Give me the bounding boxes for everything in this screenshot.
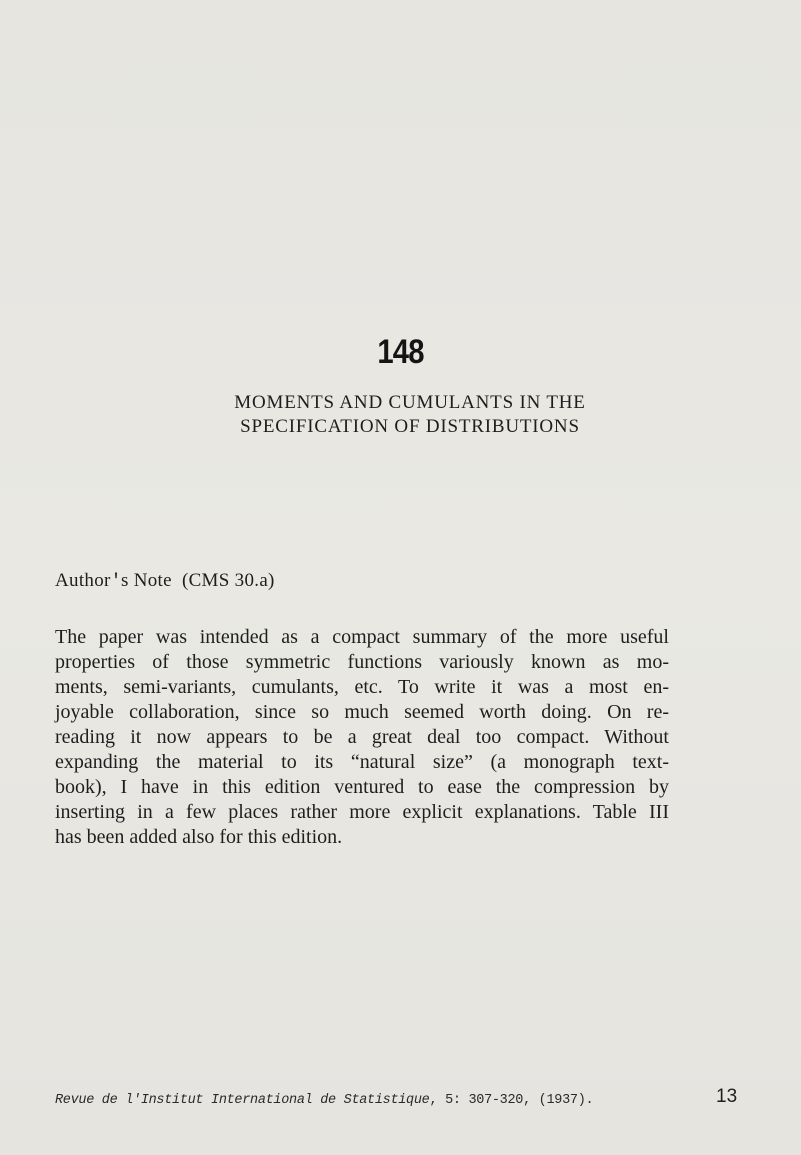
body-line-4: joyable collaboration, since so much seemed worth doing. On re- xyxy=(55,701,669,723)
citation-footnote xyxy=(55,1093,593,1108)
body-line-6: expanding the material to its “natural size” (a monograph text- xyxy=(55,751,669,773)
page-number: 13 xyxy=(716,1086,738,1107)
body-line-9: has been added also for this edition. xyxy=(55,826,343,848)
author-note-heading xyxy=(55,570,275,592)
citation-details: , 5: 307-320, (1937). xyxy=(429,1093,594,1108)
title-line-2: SPECIFICATION OF DISTRIBUTIONS xyxy=(240,416,580,437)
author-note-label-prefix: Author xyxy=(55,570,111,591)
author-note-apostrophe: ' xyxy=(110,572,121,592)
author-note-label-suffix: s Note xyxy=(120,570,172,591)
title-line-1: MOMENTS AND CUMULANTS IN THE xyxy=(234,392,586,413)
author-note-reference: (CMS 30.a) xyxy=(181,570,275,591)
body-line-2: properties of those symmetric functions variously known as mo- xyxy=(55,651,669,673)
body-paragraph xyxy=(55,625,669,850)
paper-title xyxy=(110,391,710,439)
body-line-3: ments, semi-variants, cumulants, etc. To write it was a most en- xyxy=(55,676,669,698)
body-line-1: The paper was intended as a compact summary of the more useful xyxy=(55,626,669,648)
body-line-5: reading it now appears to be a great deal too compact. Without xyxy=(55,726,669,748)
body-line-7: book), I have in this edition ventured to ease the compression by xyxy=(55,776,669,798)
paper-number: 148 xyxy=(377,333,424,371)
body-line-8: inserting in a few places rather more explicit explanations. Table III xyxy=(55,801,669,823)
citation-journal: Revue de l'Institut International de Statistique xyxy=(55,1093,430,1108)
